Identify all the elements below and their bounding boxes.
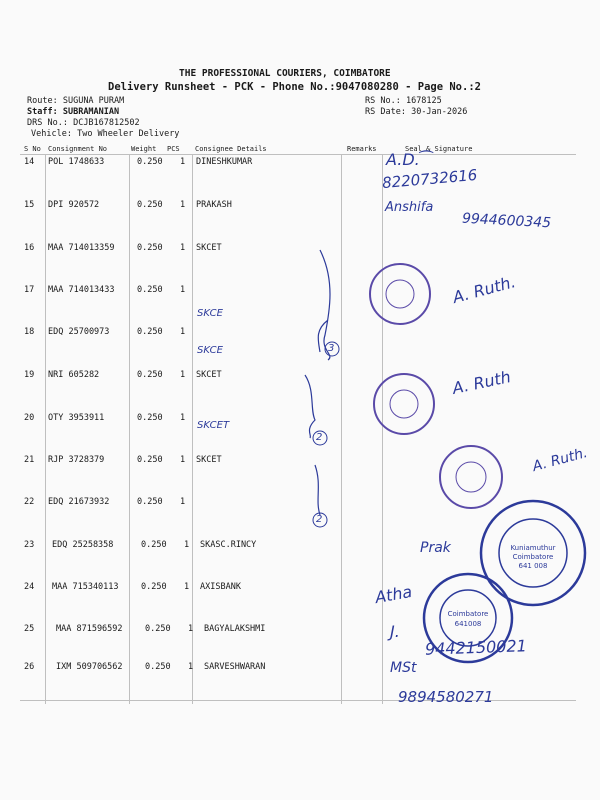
col-sno: S No: [24, 145, 41, 153]
row-consignee: SKCET: [196, 243, 222, 253]
row-sno: 19: [24, 370, 35, 380]
row-consignee: DINESHKUMAR: [196, 157, 253, 167]
row-sno: 20: [24, 413, 35, 423]
row-sno: 15: [24, 200, 35, 210]
row-consignee: PRAKASH: [196, 200, 232, 210]
row-pcs: 1: [180, 157, 186, 167]
col-pcs: PCS: [167, 145, 180, 153]
row-weight: 0.250: [145, 624, 171, 634]
row-consignee: SKCET: [196, 455, 222, 465]
college-stamp-2: [372, 372, 436, 436]
row-sno: 16: [24, 243, 35, 253]
row-consignee: SARVESHWARAN: [204, 662, 266, 672]
row-weight: 0.250: [137, 497, 163, 507]
row-consignee: AXISBANK: [200, 582, 241, 592]
row-sno: 22: [24, 497, 35, 507]
college-stamp-1: [368, 262, 432, 326]
row-sno: 24: [24, 582, 35, 592]
row-sno: 21: [24, 455, 35, 465]
svg-text:Kuniamuthur: Kuniamuthur: [510, 544, 556, 552]
row-pcs: 1: [184, 582, 190, 592]
rs-date-value: 30-Jan-2026: [411, 107, 468, 117]
svg-text:641008: 641008: [454, 620, 482, 628]
row-pcs: 1: [180, 243, 186, 253]
runsheet-title: Delivery Runsheet - PCK - Phone No.:9047080280 - Page No.:2: [108, 81, 481, 93]
vehicle-label: Vehicle:: [31, 129, 72, 139]
row-pcs: 1: [180, 327, 186, 337]
route-value: SUGUNA PURAM: [62, 96, 125, 106]
route-line: [27, 96, 124, 106]
row-consignee: SKASC.RINCY: [200, 540, 257, 550]
row-consignment: RJP 3728379: [48, 455, 105, 465]
route-label: Route:: [27, 96, 58, 106]
rs-no-label: RS No.:: [365, 96, 401, 106]
staff-value: SUBRAMANIAN: [62, 107, 120, 117]
handwritten-skce-b: SKCE: [197, 345, 223, 356]
handwritten-phone-row26: 9894580271: [398, 688, 494, 706]
row-pcs: 1: [180, 413, 186, 423]
svg-text:641 008: 641 008: [518, 562, 548, 570]
row-sno: 26: [24, 662, 35, 672]
drs-label: DRS No.:: [27, 118, 68, 128]
handwritten-count-3: 3: [328, 343, 335, 354]
row-consignment: POL 1748633: [48, 157, 105, 167]
row-consignment: EDQ 25258358: [52, 540, 114, 550]
handwritten-phone-row14: 8220732616: [381, 165, 479, 193]
handwritten-phone-row15: 9944600345: [461, 210, 552, 232]
staff-line: [27, 107, 119, 117]
grid-line: [192, 154, 193, 704]
row-consignment: EDQ 25700973: [48, 327, 110, 337]
row-sno: 14: [24, 157, 35, 167]
row-sno: 17: [24, 285, 35, 295]
header-rule: [20, 154, 576, 155]
col-weight: Weight: [131, 145, 157, 153]
col-consignment: Consignment No: [48, 145, 108, 153]
row-sno: 25: [24, 624, 35, 634]
col-remarks: Remarks: [347, 145, 377, 153]
row-pcs: 1: [180, 285, 186, 295]
row-pcs: 1: [180, 497, 186, 507]
row-consignment: NRI 605282: [48, 370, 100, 380]
row-weight: 0.250: [137, 327, 163, 337]
row-pcs: 1: [180, 200, 186, 210]
rs-no-line: [365, 96, 442, 106]
brace-c: [315, 465, 320, 515]
signature-row26: MSt: [390, 660, 417, 676]
handwritten-name-row15: Anshifa: [385, 200, 434, 215]
row-pcs: 1: [184, 540, 190, 550]
row-weight: 0.250: [137, 243, 163, 253]
drs-value: DCJB167812502: [73, 118, 140, 128]
handwritten-skcet-c: SKCET: [197, 420, 230, 431]
row-weight: 0.250: [137, 285, 163, 295]
row-consignment: MAA 871596592: [56, 624, 123, 634]
row-weight: 0.250: [137, 455, 163, 465]
row-consignee: BAGYALAKSHMI: [204, 624, 266, 634]
handwritten-phone-row25: 9442150021: [424, 636, 528, 659]
vehicle-value: Two Wheeler Delivery: [77, 129, 180, 139]
signature-row14: A.D.⁀: [386, 150, 433, 169]
rs-date-label: RS Date:: [365, 107, 406, 117]
vehicle-line: [31, 129, 179, 139]
company-title: THE PROFESSIONAL COURIERS, COIMBATORE: [179, 68, 391, 79]
row-consignment: DPI 920572: [48, 200, 100, 210]
row-consignment: OTY 3953911: [48, 413, 105, 423]
svg-text:Coimbatore: Coimbatore: [447, 610, 489, 618]
row-consignment: IXM 509706562: [56, 662, 123, 672]
rs-no-value: 1678125: [405, 96, 442, 106]
col-consignee: Consignee Details: [195, 145, 267, 153]
handwritten-skce-a: SKCE: [197, 308, 223, 319]
rs-date-line: [365, 107, 467, 117]
grouping-braces: [290, 240, 360, 540]
row-consignee: SKCET: [196, 370, 222, 380]
row-consignment: MAA 714013433: [48, 285, 115, 295]
row-pcs: 1: [188, 624, 194, 634]
grid-line: [45, 154, 46, 704]
row-weight: 0.250: [145, 662, 171, 672]
row-consignment: EDQ 21673932: [48, 497, 110, 507]
signature-row23: Prak: [420, 540, 451, 556]
row-weight: 0.250: [137, 370, 163, 380]
signature-row19: A. Ruth: [450, 367, 513, 398]
signature-row25: J.: [390, 622, 400, 641]
row-weight: 0.250: [137, 413, 163, 423]
row-pcs: 1: [180, 370, 186, 380]
row-consignment: MAA 715340113: [52, 582, 119, 592]
grid-line: [129, 154, 130, 704]
drs-line: [27, 118, 140, 128]
row-pcs: 1: [188, 662, 194, 672]
signature-row17: A. Ruth.: [450, 272, 518, 307]
svg-text:Coimbatore: Coimbatore: [512, 553, 554, 561]
handwritten-count-2a: 2: [316, 432, 323, 443]
row-weight: 0.250: [137, 157, 163, 167]
row-sno: 18: [24, 327, 35, 337]
col-seal: Seal & Signature: [405, 145, 473, 153]
row-weight: 0.250: [137, 200, 163, 210]
staff-label: Staff:: [27, 107, 58, 117]
signature-row21: A. Ruth.: [530, 445, 590, 475]
row-weight: 0.250: [141, 582, 167, 592]
signature-row24: Atha: [373, 581, 414, 608]
row-pcs: 1: [180, 455, 186, 465]
handwritten-count-2b: 2: [316, 514, 323, 525]
brace-b: [305, 375, 315, 438]
row-weight: 0.250: [141, 540, 167, 550]
row-consignment: MAA 714013359: [48, 243, 115, 253]
row-sno: 23: [24, 540, 35, 550]
